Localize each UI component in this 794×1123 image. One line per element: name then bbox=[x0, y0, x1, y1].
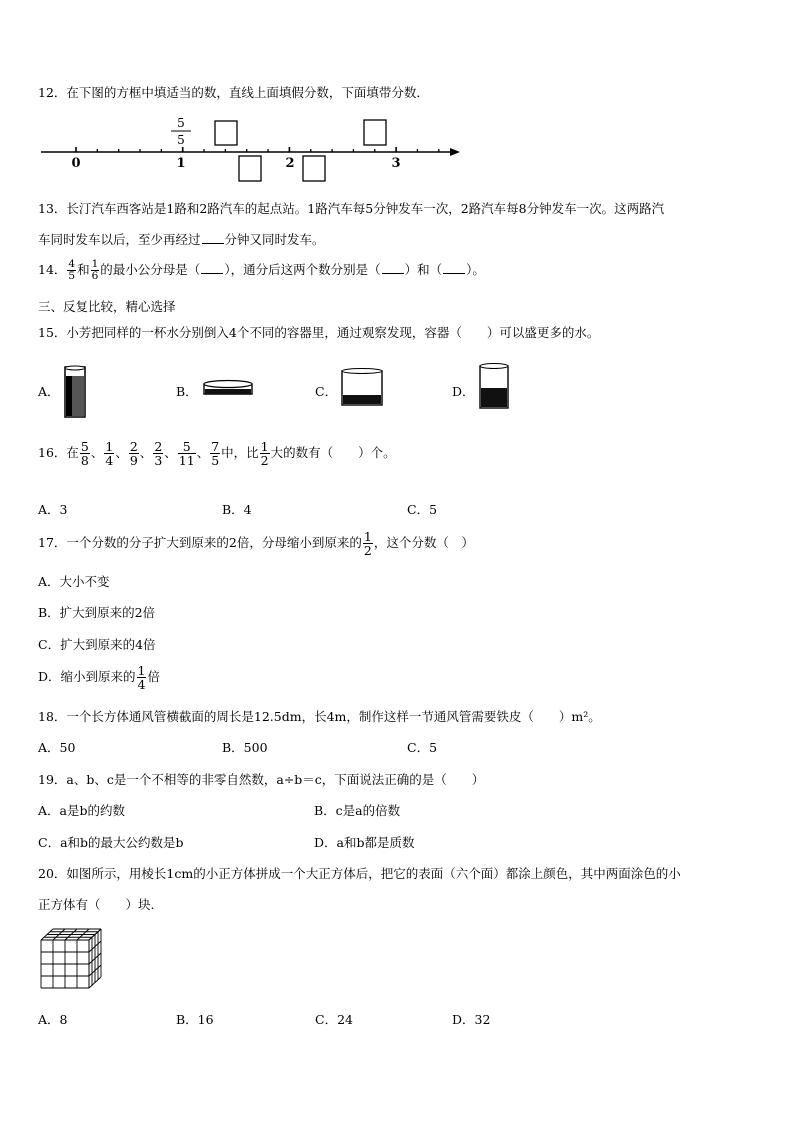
q17-option-a[interactable]: A．大小不变 bbox=[38, 574, 110, 589]
q14-blank-2[interactable] bbox=[382, 273, 404, 274]
q15-container-c-icon bbox=[338, 366, 386, 408]
q13-blank[interactable] bbox=[202, 243, 224, 244]
q14-blank-1[interactable] bbox=[201, 273, 223, 274]
q16-option-b[interactable]: B．4 bbox=[222, 502, 252, 517]
q19-option-a[interactable]: A．a是b的约数 bbox=[38, 803, 125, 818]
q16-line: 16．在 $\frac{5}{8}$ 、 $\frac{1}{4}$ 、 $\frac{2}{9}$ 、 $\frac{2}{3}$ 、 $\frac{5}{11}$ 、 $\frac{7}{5}$ 中，比 $\frac{1}{2}$ 大的数有（ ）个。 bbox=[38, 439, 396, 469]
q16-frac-4: $\frac{2}{3}$ bbox=[154, 439, 163, 469]
q19-option-c[interactable]: C．a和b的最大公约数是b bbox=[38, 835, 184, 850]
q17-text: 17．一个分数的分子扩大到原来的2倍，分母缩小到原来的 bbox=[38, 535, 362, 551]
q15-container-a-icon bbox=[62, 364, 90, 420]
q20-line1: 20．如图所示，用棱长1cm的小正方体拼成一个大正方体后，把它的表面（六个面）都涂上颜色，其中两面涂色的小 bbox=[38, 866, 681, 881]
q17-option-d[interactable]: D．缩小到原来的 $\frac{1}{4}$ 倍 bbox=[38, 663, 160, 693]
q16-frac-5: $\frac{5}{11}$ bbox=[178, 439, 195, 469]
q18-option-c[interactable]: C．5 bbox=[407, 740, 438, 755]
q20-line2: 正方体有（ ）块. bbox=[38, 897, 155, 912]
q16-option-a[interactable]: A．3 bbox=[38, 502, 68, 517]
q14-frac-2: $\frac{1}{6}$ bbox=[91, 258, 99, 283]
q14-line: 14． $\frac{4}{5}$ 和 $\frac{1}{6}$ 的最小公分母是（ ），通分后这两个数分别是（ ）和（ ）。 bbox=[38, 258, 485, 283]
q12-text: 12．在下图的方框中填适当的数，直线上面填假分数，下面填带分数． bbox=[38, 85, 429, 100]
q16-prefix: 16．在 bbox=[38, 445, 79, 461]
q13-line2-a: 车同时发车以后，至少再经过 bbox=[38, 232, 201, 247]
q13-line1: 13．长汀汽车西客站是1路和2路汽车的起点站。1路汽车每5分钟发车一次，2路汽车每8分钟发车一次。这两路汽 bbox=[38, 201, 665, 216]
q15-option-b[interactable]: B． bbox=[176, 384, 198, 399]
q15-text: 15．小芳把同样的一杯水分别倒入4个不同的容器里，通过观察发现，容器（ ）可以盛更多的水。 bbox=[38, 325, 600, 340]
q15-container-d-icon bbox=[476, 362, 512, 412]
q18-option-a[interactable]: A．50 bbox=[38, 740, 76, 755]
q20-option-b[interactable]: B．16 bbox=[176, 1012, 214, 1027]
q12-frac-den: 5 bbox=[177, 133, 185, 147]
q15-option-a[interactable]: A． bbox=[38, 384, 60, 399]
q19-option-b[interactable]: B．c是a的倍数 bbox=[314, 803, 401, 818]
q16-option-c[interactable]: C．5 bbox=[407, 502, 438, 517]
q17-option-c[interactable]: C．扩大到原来的4倍 bbox=[38, 637, 156, 652]
q12-box-above-1[interactable] bbox=[215, 121, 237, 145]
q19-option-d[interactable]: D．a和b都是质数 bbox=[314, 835, 415, 850]
q14-blank-3[interactable] bbox=[443, 273, 465, 274]
q14-prefix: 14． bbox=[38, 262, 67, 278]
q17-option-d-frac: $\frac{1}{4}$ bbox=[137, 663, 146, 693]
q16-frac-2: $\frac{1}{4}$ bbox=[105, 439, 114, 469]
q12-label-1: 1 bbox=[176, 156, 186, 171]
q14-frac-1: $\frac{4}{5}$ bbox=[68, 258, 76, 283]
q17-line: 17．一个分数的分子扩大到原来的2倍，分母缩小到原来的 $\frac{1}{2}$ ，这个分数（ ） bbox=[38, 529, 474, 559]
q20-option-a[interactable]: A．8 bbox=[38, 1012, 68, 1027]
q18-text: 18．一个长方体通风管横截面的周长是12.5dm，长4m，制作这样一节通风管需要铁皮（ ）m²。 bbox=[38, 709, 601, 724]
q17-frac: $\frac{1}{2}$ bbox=[363, 529, 372, 559]
q20-cube-figure bbox=[38, 926, 110, 994]
q13-line2-b: 分钟又同时发车。 bbox=[224, 232, 325, 247]
q12-frac-num: 5 bbox=[177, 116, 185, 130]
q12-label-3: 3 bbox=[391, 156, 401, 171]
q15-container-b-icon bbox=[200, 376, 256, 400]
q20-option-c[interactable]: C．24 bbox=[315, 1012, 353, 1027]
q16-frac-3: $\frac{2}{9}$ bbox=[129, 439, 138, 469]
q12-axis-arrow bbox=[450, 148, 460, 156]
q12-box-below-2[interactable] bbox=[303, 156, 325, 181]
q17-option-b[interactable]: B．扩大到原来的2倍 bbox=[38, 605, 156, 620]
q12-ticks bbox=[76, 147, 439, 152]
q18-option-b[interactable]: B．500 bbox=[222, 740, 268, 755]
q12-box-above-2[interactable] bbox=[364, 120, 386, 145]
q16-frac-half: $\frac{1}{2}$ bbox=[260, 439, 269, 469]
q14-and: 和 bbox=[77, 262, 90, 278]
q15-option-d[interactable]: D． bbox=[452, 384, 475, 399]
q20-option-d[interactable]: D．32 bbox=[452, 1012, 491, 1027]
q12-number-line bbox=[38, 112, 468, 187]
q12-label-2: 2 bbox=[285, 156, 295, 171]
q16-frac-1: $\frac{5}{8}$ bbox=[80, 439, 89, 469]
q15-option-c[interactable]: C． bbox=[315, 384, 338, 399]
q16-frac-6: $\frac{7}{5}$ bbox=[211, 439, 220, 469]
q13-line2 bbox=[38, 230, 325, 248]
q19-text: 19．a、b、c是一个不相等的非零自然数，a÷b＝c，下面说法正确的是（ ） bbox=[38, 772, 485, 787]
q12-box-below-1[interactable] bbox=[239, 156, 261, 181]
q12-label-0: 0 bbox=[71, 156, 81, 171]
section-3-title: 三、反复比较，精心选择 bbox=[38, 299, 176, 314]
